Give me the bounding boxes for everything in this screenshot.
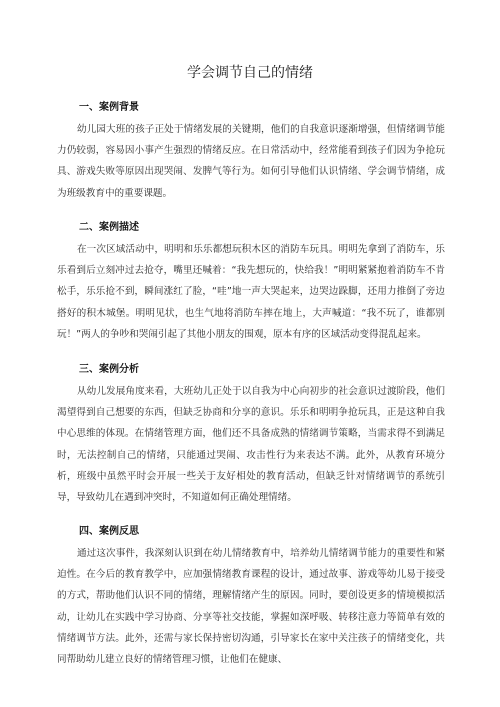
section-heading: 四、案例反思 bbox=[79, 526, 139, 537]
section-reflection bbox=[57, 525, 445, 670]
section-heading: 三、案例分析 bbox=[79, 364, 139, 375]
section-analysis bbox=[57, 363, 445, 508]
section-paragraph: 通过这次事件，我深刻认识到在幼儿情绪教育中，培养幼儿情绪调节能力的重要性和紧迫性。在今后的教育教学中，应加强情绪教育课程的设计，通过故事、游戏等幼儿易于接受的方式，帮助他们认识不同的情绪，理解情绪产生的原因。同时，要创设更多的情境模拟活动，让幼儿在实践中学习协商、分享等社交技能，掌握如深呼吸、转移注意力等简单有效的情绪调节方法。此外，还需与家长保持密切沟通，引导家长在家中关注孩子的情绪变化，共同帮助幼儿建立良好的情绪管理习惯，让他们在健康、 bbox=[57, 548, 445, 666]
section-background bbox=[57, 101, 445, 204]
section-paragraph: 从幼儿发展角度来看，大班幼儿正处于以自我为中心向初步的社会意识过渡阶段，他们渴望得到自己想要的东西，但缺乏协商和分享的意识。乐乐和明明争抢玩具，正是这种自我中心思维的体现。在情绪管理方面，他们还不具备成熟的情绪调节策略，当需求得不到满足时，无法控制自己的情绪，只能通过哭闹、攻击性行为来表达不满。此外，从教育环境分析，班级中虽然平时会开展一些关于友好相处的教育活动，但缺乏针对情绪调节的系统引导，导致幼儿在遇到冲突时，不知道如何正确处理情绪。 bbox=[57, 386, 445, 504]
section-description bbox=[57, 221, 445, 345]
document-title: 学会调节自己的情绪 bbox=[187, 65, 313, 81]
section-heading: 二、案例描述 bbox=[79, 222, 139, 233]
section-paragraph: 幼儿园大班的孩子正处于情绪发展的关键期，他们的自我意识逐渐增强，但情绪调节能力仍较弱，容易因小事产生强烈的情绪反应。在日常活动中，经常能看到孩子们因为争抢玩具、游戏失败等原因出现哭闹、发脾气等行为。如何引导他们认识情绪、学会调节情绪，成为班级教育中的重要课题。 bbox=[57, 124, 445, 199]
section-paragraph: 在一次区域活动中，明明和乐乐都想玩积木区的消防车玩具。明明先拿到了消防车，乐乐看到后立刻冲过去抢夺，嘴里还喊着：“我先想玩的，快给我！”明明紧紧抱着消防车不肯松手，乐乐抢不到，瞬间涨红了脸，“哇”地一声大哭起来，边哭边跺脚，还用力推倒了旁边搭好的积木城堡。明明见状，也生气地将消防车摔在地上，大声喊道：“我不玩了，谁都别玩！”两人的争吵和哭闹引起了其他小朋友的围观，原本有序的区域活动变得混乱起来。 bbox=[57, 244, 445, 340]
section-heading: 一、案例背景 bbox=[79, 102, 139, 113]
